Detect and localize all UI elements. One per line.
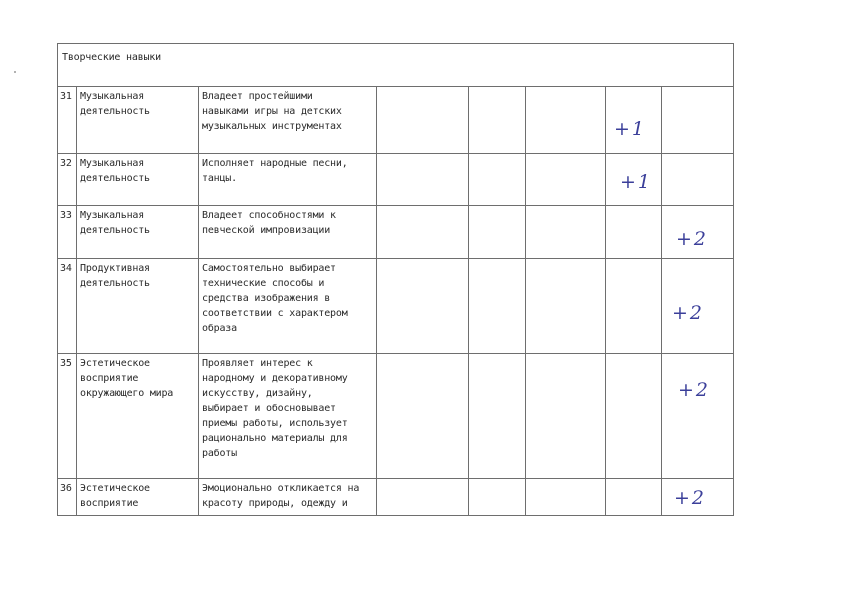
empty-cell — [469, 354, 526, 479]
handwritten-mark: +2 — [672, 302, 705, 324]
empty-cell — [662, 87, 734, 154]
empty-cell — [469, 206, 526, 259]
mark-cell — [606, 87, 662, 154]
mark-cell — [662, 206, 734, 259]
empty-cell — [526, 354, 606, 479]
activity-area: Эстетическое восприятие — [80, 483, 150, 509]
handwritten-mark: +2 — [676, 228, 709, 250]
empty-cell — [526, 154, 606, 206]
mark-cell — [662, 354, 734, 479]
row-number: 33 — [60, 210, 72, 221]
skill-description: Эмоционально откликается на красоту природы, одежду и — [202, 483, 360, 509]
mark-cell — [662, 259, 734, 354]
empty-cell — [662, 154, 734, 206]
handwritten-mark: +1 — [614, 118, 647, 140]
empty-cell — [377, 206, 469, 259]
table-row — [58, 259, 734, 354]
row-number: 34 — [60, 263, 72, 274]
skill-description: Проявляет интерес к народному и декоративному искусству, дизайну, выбирает и обосновывает приемы работы, использует рационально материалы для работы — [202, 358, 348, 459]
mark-cell — [662, 479, 734, 516]
table-row — [58, 154, 734, 206]
empty-cell — [469, 87, 526, 154]
handwritten-mark: +1 — [620, 171, 653, 193]
row-number: 36 — [60, 483, 72, 494]
empty-cell — [526, 206, 606, 259]
section-title: Творческие навыки — [58, 44, 734, 87]
table-row — [58, 206, 734, 259]
empty-cell — [377, 259, 469, 354]
empty-cell — [377, 154, 469, 206]
row-number: 35 — [60, 358, 72, 369]
handwritten-mark: +2 — [674, 487, 707, 509]
empty-cell — [469, 259, 526, 354]
empty-cell — [469, 154, 526, 206]
skill-description: Исполняет народные песни, танцы. — [202, 158, 348, 184]
empty-cell — [606, 259, 662, 354]
mark-cell — [606, 154, 662, 206]
table-row — [58, 87, 734, 154]
activity-area: Музыкальная деятельность — [80, 210, 150, 236]
section-header-row — [58, 44, 734, 87]
skill-description: Самостоятельно выбирает технические способы и средства изображения в соответствии с характером образа — [202, 263, 348, 334]
empty-cell — [606, 354, 662, 479]
activity-area: Музыкальная деятельность — [80, 158, 150, 184]
row-number: 32 — [60, 158, 72, 169]
scan-speck — [14, 71, 16, 73]
empty-cell — [377, 479, 469, 516]
empty-cell — [377, 87, 469, 154]
empty-cell — [377, 354, 469, 479]
empty-cell — [526, 87, 606, 154]
row-number: 31 — [60, 91, 72, 102]
table-row — [58, 479, 734, 516]
skill-description: Владеет простейшими навыками игры на детских музыкальных инструментах — [202, 91, 342, 132]
assessment-table — [57, 43, 734, 516]
empty-cell — [526, 479, 606, 516]
table-row — [58, 354, 734, 479]
skill-description: Владеет способностями к певческой импровизации — [202, 210, 336, 236]
empty-cell — [526, 259, 606, 354]
activity-area: Музыкальная деятельность — [80, 91, 150, 117]
empty-cell — [606, 479, 662, 516]
activity-area: Продуктивная деятельность — [80, 263, 150, 289]
activity-area: Эстетическое восприятие окружающего мира — [80, 358, 174, 399]
empty-cell — [606, 206, 662, 259]
handwritten-mark: +2 — [678, 379, 711, 401]
empty-cell — [469, 479, 526, 516]
